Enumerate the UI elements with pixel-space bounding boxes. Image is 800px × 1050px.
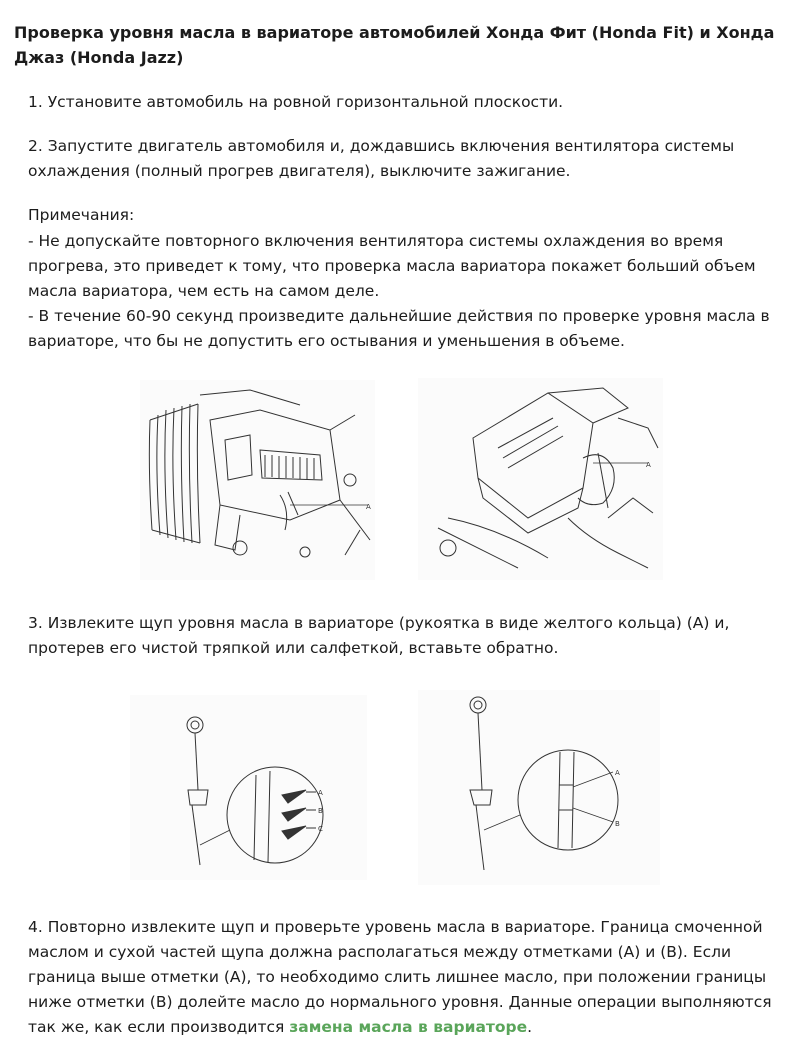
note-1: - Не допускайте повторного включения вентилятора системы охлаждения во время прогрева, это приведет к тому, что проверка масла вариатора покажет больший объем масла вариатора, чем есть на самом деле. (28, 232, 756, 300)
airbox-illustration (418, 378, 663, 580)
step-4-end: . (527, 1018, 533, 1036)
step-4-text: 4. Повторно извлеките щуп и проверьте уровень масла в вариаторе. Граница смоченной маслом и сухой частей щупа должна располагаться между отметками (А) и (В). Если граница выше отметки (А), то необходимо слить лишнее масло, при положении границы ниже отметки (В) долейте масло до нормального уровня. Данные операции выполняются так же, как если производится (28, 918, 772, 1036)
note-2: - В течение 60-90 секунд произведите дальнейшие действия по проверке уровня масла в вариаторе, что бы не допустить его остывания и уменьшения в объеме. (28, 307, 770, 350)
step-1: 1. Установите автомобиль на ровной горизонтальной плоскости. (28, 93, 564, 111)
dipstick-marks-illustration (130, 695, 367, 880)
step-3: 3. Извлеките щуп уровня масла в вариаторе (рукоятка в виде желтого кольца) (А) и, протерев его чистой тряпкой или салфеткой, вставьте обратно. (28, 614, 730, 657)
level-label-a: A (615, 769, 620, 777)
engine-compartment-illustration (140, 380, 375, 580)
oil-change-link[interactable]: замена масла в вариаторе (289, 1018, 528, 1036)
label-a-2: A (646, 461, 651, 469)
level-label-b: B (615, 820, 620, 828)
mark-label-c: C (318, 825, 323, 833)
step-4 (14, 915, 800, 1040)
step-2: 2. Запустите двигатель автомобиля и, дождавшись включения вентилятора системы охлаждения (полный прогрев двигателя), выключите зажигание. (28, 137, 735, 180)
mark-label-b: B (318, 807, 323, 815)
dipstick-level-illustration (418, 690, 660, 885)
page-title: Проверка уровня масла в вариаторе автомобилей Хонда Фит (Honda Fit) и Хонда Джаз (Honda Jazz) (14, 23, 775, 67)
label-a: A (366, 503, 371, 511)
mark-label-a: A (318, 789, 323, 797)
notes-heading: Примечания: (28, 206, 135, 224)
